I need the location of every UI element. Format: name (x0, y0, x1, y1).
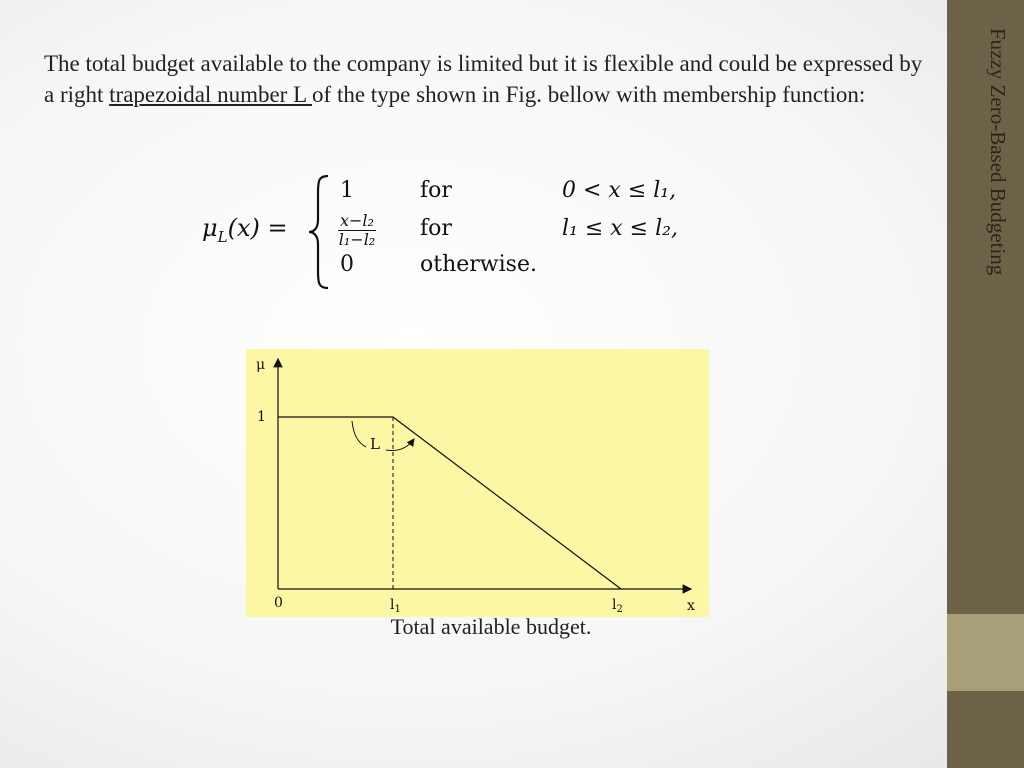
figure-caption: Total available budget. (390, 614, 592, 639)
sidebar-accent-block (947, 614, 1024, 691)
origin-label: 0 (274, 595, 283, 611)
formula-lhs-rest: (x) = (227, 214, 288, 242)
x-axis-label: x (687, 598, 695, 614)
l1-label-sub: 1 (394, 604, 401, 615)
body-text-end: of the type shown in Fig. bellow with membership function: (312, 82, 866, 107)
l1-label (390, 597, 401, 615)
angle-arc-left (352, 421, 366, 447)
row1-range: 0 < x ≤ l₁, (562, 178, 677, 203)
angle-arc-right (386, 439, 414, 451)
trapezoidal-number-link[interactable]: trapezoidal number L (109, 82, 313, 107)
row2-condition: for (420, 216, 452, 241)
row2-numerator: x−l₂ (340, 211, 374, 230)
sidebar-title: Fuzzy Zero-Based Budgeting (986, 28, 1010, 276)
l2-label-sub: 2 (616, 604, 623, 615)
y-tick-one: 1 (257, 409, 266, 425)
membership-function-formula (198, 172, 718, 292)
formula-lhs (202, 214, 288, 246)
trapezoid-diagram (246, 349, 709, 617)
l2-label (612, 597, 623, 615)
l1-label-base: l (390, 597, 395, 613)
angle-label: L (370, 435, 380, 453)
row3-condition: otherwise. (420, 252, 537, 277)
body-text-start: The total budget available to the company is limited but it is flexible and could be expressed by a right (44, 51, 923, 107)
formula-mu: μ (202, 214, 218, 242)
membership-curve (278, 417, 621, 589)
row3-value: 0 (340, 252, 354, 277)
trapezoid-figure (246, 349, 709, 617)
slide-body-text (44, 48, 924, 110)
formula-mu-subscript: L (217, 227, 228, 246)
formula-brace (306, 172, 332, 292)
row1-condition: for (420, 178, 452, 203)
row2-denominator: l₁−l₂ (338, 230, 376, 249)
y-axis-label: μ (256, 357, 266, 373)
row2-fraction (338, 212, 376, 249)
row2-range: l₁ ≤ x ≤ l₂, (562, 216, 678, 241)
l2-label-base: l (612, 597, 617, 613)
row1-value: 1 (340, 178, 354, 203)
